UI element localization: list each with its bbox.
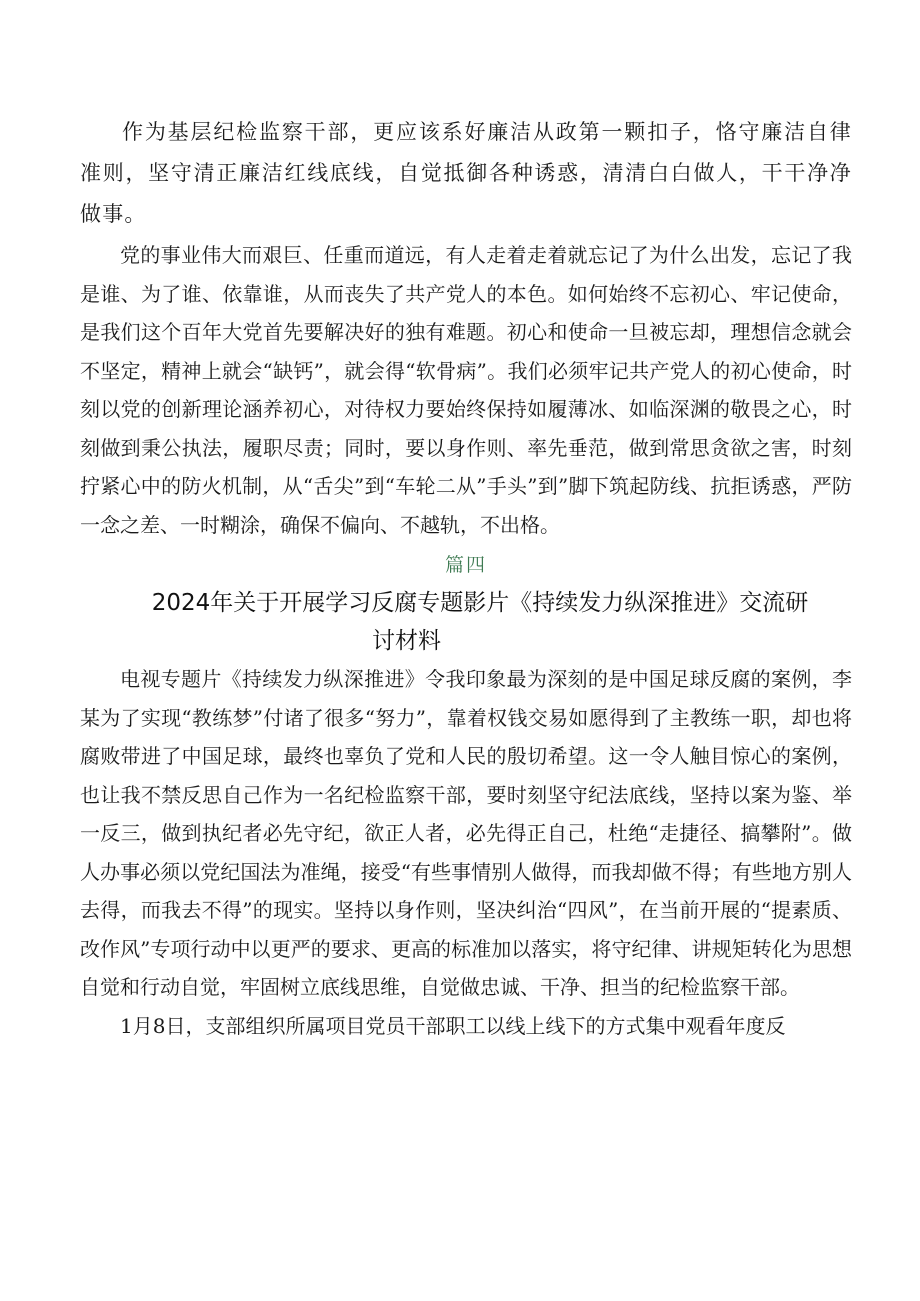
document-title-line1: 2024年关于开展学习反腐专题影片《持续发力纵深推进》交流研 (151, 590, 809, 616)
document-page (80, 112, 852, 1045)
paragraph-original-mission: 党的事业伟大而艰巨、任重而道远，有人走着走着就忘记了为什么出发，忘记了我是谁、为了谁、依靠谁，从而丧失了共产党人的本色。如何始终不忘初心、牢记使命，是我们这个百年大党首先要解决好的独有难题。初心和使命一旦被忘却，理想信念就会不坚定，精神上就会“缺钙”，就会得“软骨病”。我们必须牢记共产党人的初心使命，时刻以党的创新理论涵养初心，对待权力要始终保持如履薄冰、如临深渊的敬畏之心，时刻做到秉公执法，履职尽责；同时，要以身作则、率先垂范，做到常思贪欲之害，时刻拧紧心中的防火机制，从“舌尖”到“车轮二从”手头”到”脚下筑起防线、抗拒诱惑，严防一念之差、一时糊涂，确保不偏向、不越轨，不出格。 (80, 243, 852, 537)
section-label: 篇四 (444, 554, 487, 576)
paragraph-integrity: 作为基层纪检监察干部，更应该系好廉洁从政第一颗扣子，恪守廉洁自律准则，坚守清正廉洁红线底线，自觉抵御各种诱惑，清清白白做人，干干净净做事。 (80, 120, 852, 226)
document-title (80, 584, 852, 660)
document-title-line2: 讨材料 (372, 628, 441, 654)
paragraph-january-viewing: 1月8日，支部组织所属项目党员干部职工以线上线下的方式集中观看年度反 (120, 1013, 786, 1038)
paragraph-football-case: 电视专题片《持续发力纵深推进》令我印象最为深刻的是中国足球反腐的案例，李某为了实现“教练梦”付诸了很多“努力”，靠着权钱交易如愿得到了主教练一职，却也将腐败带进了中国足球，最终也辜负了党和人民的殷切希望。这一令人触目惊心的案例，也让我不禁反思自己作为一名纪检监察干部，要时刻坚守纪法底线，坚持以案为鉴、举一反三，做到执纪者必先守纪，欲正人者，必先得正自己，杜绝“走捷径、搞攀附”。做人办事必须以党纪国法为准绳，接受“有些事情别人做得，而我却做不得；有些地方别人去得，而我去不得”的现实。坚持以身作则，坚决纠治“四风”，在当前开展的“提素质、改作风”专项行动中以更严的要求、更高的标准加以落实，将守纪律、讲规矩转化为思想自觉和行动自觉，牢固树立底线思维，自觉做忠诚、干净、担当的纪检监察干部。 (80, 667, 852, 999)
